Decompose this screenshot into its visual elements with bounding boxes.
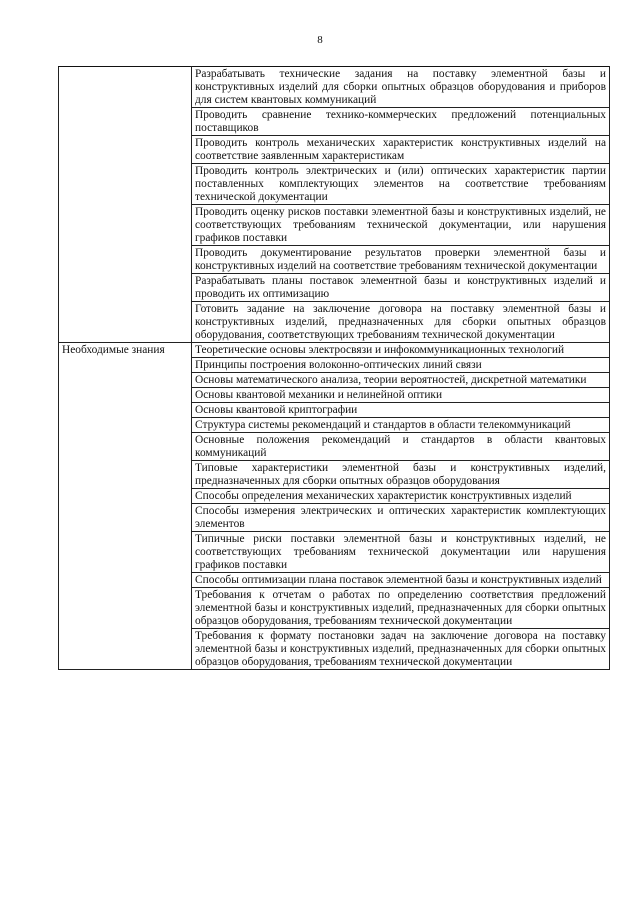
- section-item: Принципы построения волоконно-оптических линий связи: [192, 358, 610, 373]
- section-item: Разрабатывать технические задания на поставку элементной базы и конструктивных изделий для сборки опытных образцов оборудования и приборов для систем квантовых коммуникаций: [192, 67, 610, 108]
- section-item: Основы математического анализа, теории вероятностей, дискретной математики: [192, 373, 610, 388]
- section-item: Требования к отчетам о работах по определению соответствия предложений элементной базы и конструктивных изделий, предназначенных для сборки опытных образцов оборудования, требованиям технической документации: [192, 588, 610, 629]
- section-item: Требования к формату постановки задач на заключение договора на поставку элементной базы и конструктивных изделий, предназначенных для сборки опытных образцов оборудования, требованиям технической документации: [192, 629, 610, 670]
- section-item: Проводить оценку рисков поставки элементной базы и конструктивных изделий, не соответствующих требованиям технической документации, или нарушения графиков поставки: [192, 205, 610, 246]
- section-item: Проводить контроль механических характеристик конструктивных изделий на соответствие заявленным характеристикам: [192, 136, 610, 164]
- section-item: Типовые характеристики элементной базы и конструктивных изделий, предназначенных для сборки опытных образцов оборудования: [192, 461, 610, 489]
- table-row: [59, 343, 610, 358]
- section-item: Способы оптимизации плана поставок элементной базы и конструктивных изделий: [192, 573, 610, 588]
- section-item: Теоретические основы электросвязи и инфокоммуникационных технологий: [192, 343, 610, 358]
- section-item: Способы измерения электрических и оптических характеристик комплектующих элементов: [192, 504, 610, 532]
- section-item: Готовить задание на заключение договора на поставку элементной базы и конструктивных изделий, предназначенных для сборки опытных образцов оборудования, соответствующих требованиям технической документации: [192, 302, 610, 343]
- requirements-table: [58, 66, 610, 670]
- section-item: Проводить контроль электрических и (или) оптических характеристик партии поставленных комплектующих элементов на соответствие требованиям технической документации: [192, 164, 610, 205]
- page-number: 8: [317, 34, 323, 46]
- section-label: [59, 67, 192, 343]
- section-item: Основы квантовой криптографии: [192, 403, 610, 418]
- section-item: Проводить сравнение технико-коммерческих предложений потенциальных поставщиков: [192, 108, 610, 136]
- section-item: Разрабатывать планы поставок элементной базы и конструктивных изделий и проводить их оптимизацию: [192, 274, 610, 302]
- section-item: Способы определения механических характеристик конструктивных изделий: [192, 489, 610, 504]
- section-item: Основные положения рекомендаций и стандартов в области квантовых коммуникаций: [192, 433, 610, 461]
- table-row: [59, 67, 610, 108]
- section-item: Структура системы рекомендаций и стандартов в области телекоммуникаций: [192, 418, 610, 433]
- requirements-table-body: [59, 67, 610, 670]
- section-item: Проводить документирование результатов проверки элементной базы и конструктивных изделий на соответствие требованиям технической документации: [192, 246, 610, 274]
- section-item: Типичные риски поставки элементной базы и конструктивных изделий, не соответствующих требованиям технической документации или нарушения графиков поставки: [192, 532, 610, 573]
- section-label: Необходимые знания: [59, 343, 192, 670]
- section-item: Основы квантовой механики и нелинейной оптики: [192, 388, 610, 403]
